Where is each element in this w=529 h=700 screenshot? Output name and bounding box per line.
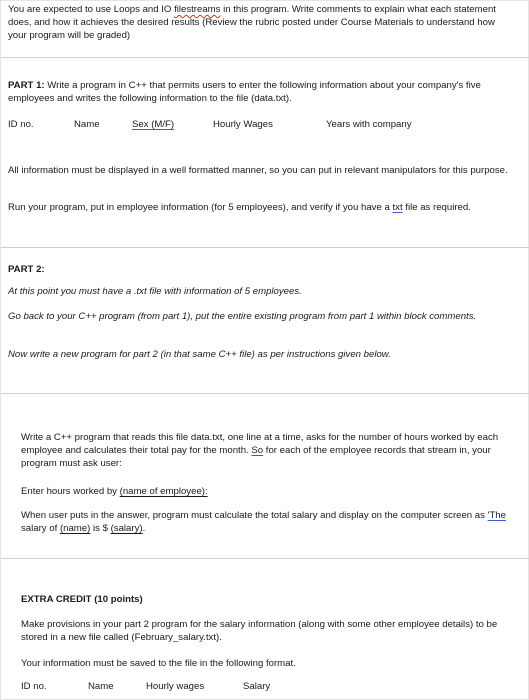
run-text-cont: file as required. [402,202,471,213]
part1-paragraph [8,79,513,105]
intro-text-cont: in this program. Write comments to explain what each statement does, and how it achieves the desired results (Review the rubric posted under Course Materials to understand how your program will be graded) [8,4,496,41]
column-id: ID no. [8,119,34,130]
salary-period: . [142,523,146,534]
salary-value: (salary) [110,523,143,534]
part1-columns [8,118,513,131]
part2-task-paragraph [21,431,509,470]
section-divider-4 [1,558,529,559]
part2-instruction-3: Now write a new program for part 2 (in that same C++ file) as per instructions given below. [8,349,391,360]
salary-text-2: salary of [21,523,60,534]
column-id: ID no. [21,681,47,692]
part2-instruction-2: Go back to your C++ program (from part 1), put the entire existing program from part 1 within block comments. [8,311,477,322]
part1-format-paragraph: All information must be displayed in a well formatted manner, so you can put in relevant manipulators for this purpose. [8,165,508,176]
run-text: Run your program, put in employee information (for 5 employees), and verify if you have a [8,202,393,213]
part1-text: Write a program in C++ that permits users to enter the following information about your company's five employees and writes the following information to the file (data.txt). [8,80,481,104]
task-so-word: So [251,445,264,456]
extra-credit-heading-line [21,593,509,606]
salary-name: (name) [59,523,91,534]
column-salary: Salary [243,681,271,692]
prompt-paragraph [21,485,509,498]
extra-credit-paragraph: Make provisions in your part 2 program for the salary information (along with some other employee details) to be stored in a new file called (February_salary.txt). [21,619,498,643]
salary-text: When user puts in the answer, program must calculate the total salary and display on the computer screen as [21,510,488,521]
salary-text-3: is $ [90,523,111,534]
part2-heading: PART 2: [8,264,45,275]
section-divider-3 [1,393,529,394]
prompt-name: (name of employee): [119,486,208,497]
salary-quote-word: 'The [487,510,506,521]
part2-instruction-1: At this point you must have a .txt file with information of 5 employees. [8,286,302,297]
section-divider-2 [1,247,529,248]
prompt-text: Enter hours worked by [21,486,120,497]
column-years: Years with company [326,119,412,130]
extra-credit-columns [21,680,526,693]
task-text: Write a C++ program that reads this file data.txt, one line at a time, asks for the number of hours worked by each employee and calculates their total pay for the month. [21,432,499,456]
part1-heading: PART 1: [8,80,45,91]
task-text-cont: for each of the employee records that stream in, your program must ask user: [21,445,491,469]
extra-credit-heading: EXTRA CREDIT (10 points) [21,594,143,605]
spellcheck-word: filestreams [174,4,221,15]
column-name: Name [74,119,100,130]
column-hourly-wages: Hourly Wages [213,119,273,130]
section-divider [1,57,529,58]
intro-paragraph [8,3,513,42]
txt-word: txt [392,202,403,213]
column-hourly-wages: Hourly wages [146,681,205,692]
salary-display-paragraph [21,509,509,535]
part1-run-paragraph [8,201,513,214]
part2-heading-line [8,263,513,276]
column-name: Name [88,681,114,692]
extra-credit-format-paragraph: Your information must be saved to the file in the following format. [21,658,296,669]
intro-text: You are expected to use Loops and IO [8,4,175,15]
column-sex: Sex (M/F) [132,119,175,130]
